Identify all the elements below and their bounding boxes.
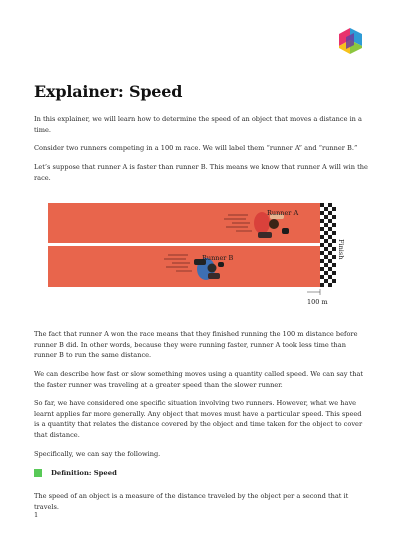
finish-check <box>320 219 324 223</box>
paragraph-general: So far, we have considered one specific situation involving two runners. However, what we have learnt applies far more generally. Any object that moves must have a particular speed. This speed is a quantity that relates the distance covered by the object and time taken for the object to cover that distance. <box>34 399 363 439</box>
finish-check <box>332 219 336 223</box>
finish-check <box>332 251 336 255</box>
finish-check <box>332 227 336 231</box>
paragraph-following: Specifically, we can say the following. <box>34 450 161 458</box>
paragraph-race-result: The fact that runner A won the race means that they finished running the 100 m distance before runner B did. In other words, because they were running faster, runner A took less time than runner B to run the same distance. <box>34 330 358 360</box>
finish-check <box>328 231 332 235</box>
finish-check <box>328 219 332 223</box>
finish-check <box>324 255 328 259</box>
finish-check <box>324 227 328 231</box>
finish-check <box>328 267 332 271</box>
finish-check <box>328 215 332 219</box>
finish-check <box>328 275 332 279</box>
finish-check <box>332 271 336 275</box>
finish-check <box>324 251 328 255</box>
finish-check <box>320 243 324 247</box>
finish-check <box>328 203 332 207</box>
finish-check <box>320 215 324 219</box>
finish-check <box>324 223 328 227</box>
finish-check <box>332 243 336 247</box>
finish-check <box>332 239 336 243</box>
finish-check <box>332 203 336 207</box>
finish-check <box>320 235 324 239</box>
finish-check <box>324 207 328 211</box>
finish-check <box>328 207 332 211</box>
finish-check <box>328 239 332 243</box>
finish-check <box>332 223 336 227</box>
finish-check <box>328 259 332 263</box>
finish-label: Finish <box>337 239 345 260</box>
finish-check <box>320 227 324 231</box>
finish-check <box>332 207 336 211</box>
finish-check <box>328 235 332 239</box>
finish-line-checkered <box>320 203 336 287</box>
nagwa-logo <box>336 26 366 56</box>
finish-check <box>320 223 324 227</box>
finish-check <box>332 283 336 287</box>
paragraph-speed-intro: We can describe how fast or slow something moves using a quantity called speed. We can say that the faster runner was traveling at a greater speed than the slower runner. <box>34 370 364 389</box>
finish-check <box>324 275 328 279</box>
finish-check <box>324 243 328 247</box>
finish-check <box>320 267 324 271</box>
finish-check <box>324 279 328 283</box>
finish-check <box>324 259 328 263</box>
finish-check <box>328 271 332 275</box>
finish-check <box>320 231 324 235</box>
finish-check <box>332 279 336 283</box>
page-number: 1 <box>34 511 39 519</box>
finish-check <box>328 223 332 227</box>
finish-check <box>328 255 332 259</box>
finish-check <box>320 279 324 283</box>
finish-check <box>324 203 328 207</box>
finish-check <box>320 207 324 211</box>
paragraph-runner-a-faster: Let’s suppose that runner A is faster than runner B. This means we know that runner A will win the race. <box>34 163 368 182</box>
finish-check <box>320 247 324 251</box>
finish-check <box>332 247 336 251</box>
finish-check <box>320 251 324 255</box>
finish-check <box>332 255 336 259</box>
finish-check <box>328 251 332 255</box>
finish-check <box>328 279 332 283</box>
intro-paragraph: In this explainer, we will learn how to determine the speed of an object that moves a distance in a time. <box>34 115 362 134</box>
finish-check <box>328 227 332 231</box>
definition-title: Definition: Speed <box>51 469 117 477</box>
finish-check <box>332 259 336 263</box>
finish-check <box>324 283 328 287</box>
runner-a-label: Runner A <box>267 209 299 217</box>
finish-check <box>320 263 324 267</box>
finish-check <box>324 235 328 239</box>
runner-b-label: Runner B <box>202 254 234 262</box>
finish-check <box>332 275 336 279</box>
finish-check <box>324 247 328 251</box>
finish-check <box>332 211 336 215</box>
definition-square-icon <box>34 469 42 477</box>
distance-label: 100 m <box>307 298 328 306</box>
finish-check <box>324 263 328 267</box>
finish-check <box>324 231 328 235</box>
lane-divider <box>48 243 320 246</box>
finish-check <box>332 231 336 235</box>
finish-check <box>332 235 336 239</box>
definition-heading <box>34 469 117 477</box>
finish-check <box>328 263 332 267</box>
finish-check <box>320 203 324 207</box>
finish-check <box>332 215 336 219</box>
finish-check <box>324 267 328 271</box>
finish-check <box>328 247 332 251</box>
race-track-figure <box>48 203 356 309</box>
finish-check <box>328 211 332 215</box>
finish-check <box>324 219 328 223</box>
finish-check <box>320 239 324 243</box>
finish-check <box>320 255 324 259</box>
finish-check <box>332 267 336 271</box>
finish-check <box>332 263 336 267</box>
finish-check <box>324 211 328 215</box>
finish-check <box>320 259 324 263</box>
paragraph-two-runners: Consider two runners competing in a 100 m race. We will label them “runner A” and “runner B.” <box>34 144 358 152</box>
finish-check <box>328 283 332 287</box>
finish-check <box>324 215 328 219</box>
finish-check <box>320 271 324 275</box>
definition-text: The speed of an object is a measure of the distance traveled by the object per a second that it travels. <box>34 492 349 511</box>
finish-check <box>320 283 324 287</box>
finish-check <box>324 271 328 275</box>
finish-check <box>320 275 324 279</box>
finish-check <box>320 211 324 215</box>
page-title: Explainer: Speed <box>34 82 183 101</box>
finish-check <box>324 239 328 243</box>
finish-check <box>328 243 332 247</box>
